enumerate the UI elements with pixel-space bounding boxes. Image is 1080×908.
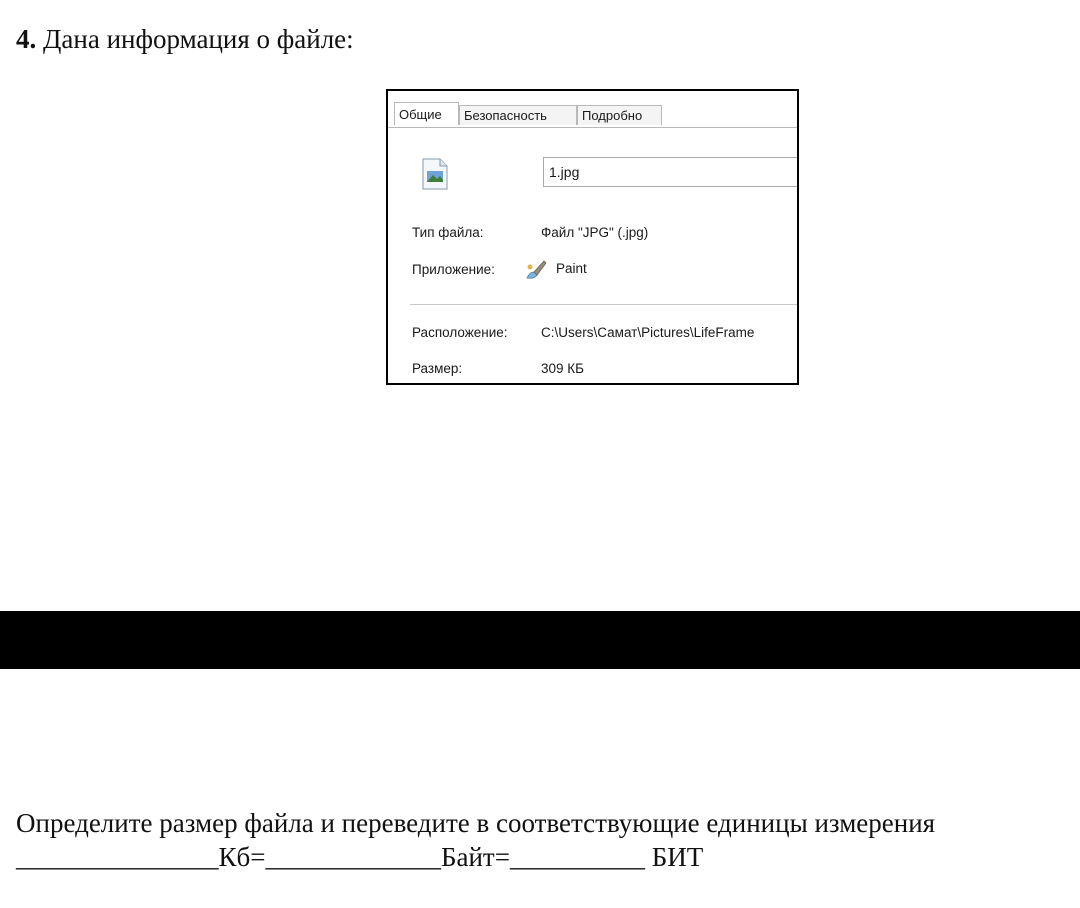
task-heading xyxy=(16,22,354,56)
size-value: 309 КБ xyxy=(541,361,584,376)
unit-bytes: Байт= xyxy=(440,842,510,872)
location-label: Расположение: xyxy=(412,325,508,340)
paint-brush-icon xyxy=(524,257,548,281)
unit-bits: БИТ xyxy=(644,842,704,872)
tab-general[interactable]: Общие xyxy=(394,102,459,125)
image-file-icon xyxy=(422,158,448,190)
task-number: 4. xyxy=(16,24,37,54)
tab-security[interactable]: Безопасность xyxy=(459,105,577,125)
file-type-value: Файл "JPG" (.jpg) xyxy=(541,225,649,240)
answer-blank-bits[interactable]: __________ xyxy=(509,842,645,872)
redaction-band xyxy=(0,611,1080,669)
application-value: Paint xyxy=(556,261,587,276)
answer-blank-kb[interactable]: _______________ xyxy=(16,842,219,872)
divider xyxy=(410,304,797,305)
answer-blank-bytes[interactable]: _____________ xyxy=(265,842,441,872)
unit-kb: Кб= xyxy=(218,842,266,872)
tab-details[interactable]: Подробно xyxy=(577,105,662,125)
tab-strip xyxy=(388,105,797,128)
file-type-label: Тип файла: xyxy=(412,225,484,240)
location-value: C:\Users\Самат\Pictures\LifeFrame xyxy=(541,325,755,340)
size-label: Размер: xyxy=(412,361,463,376)
file-name-field[interactable]: 1.jpg xyxy=(543,157,799,187)
task-heading-text: Дана информация о файле: xyxy=(43,24,354,54)
file-properties-dialog xyxy=(386,89,799,385)
application-label: Приложение: xyxy=(412,262,495,277)
instruction-text: Определите размер файла и переведите в соответствующие единицы измерения xyxy=(16,808,936,838)
answer-line xyxy=(16,840,703,874)
